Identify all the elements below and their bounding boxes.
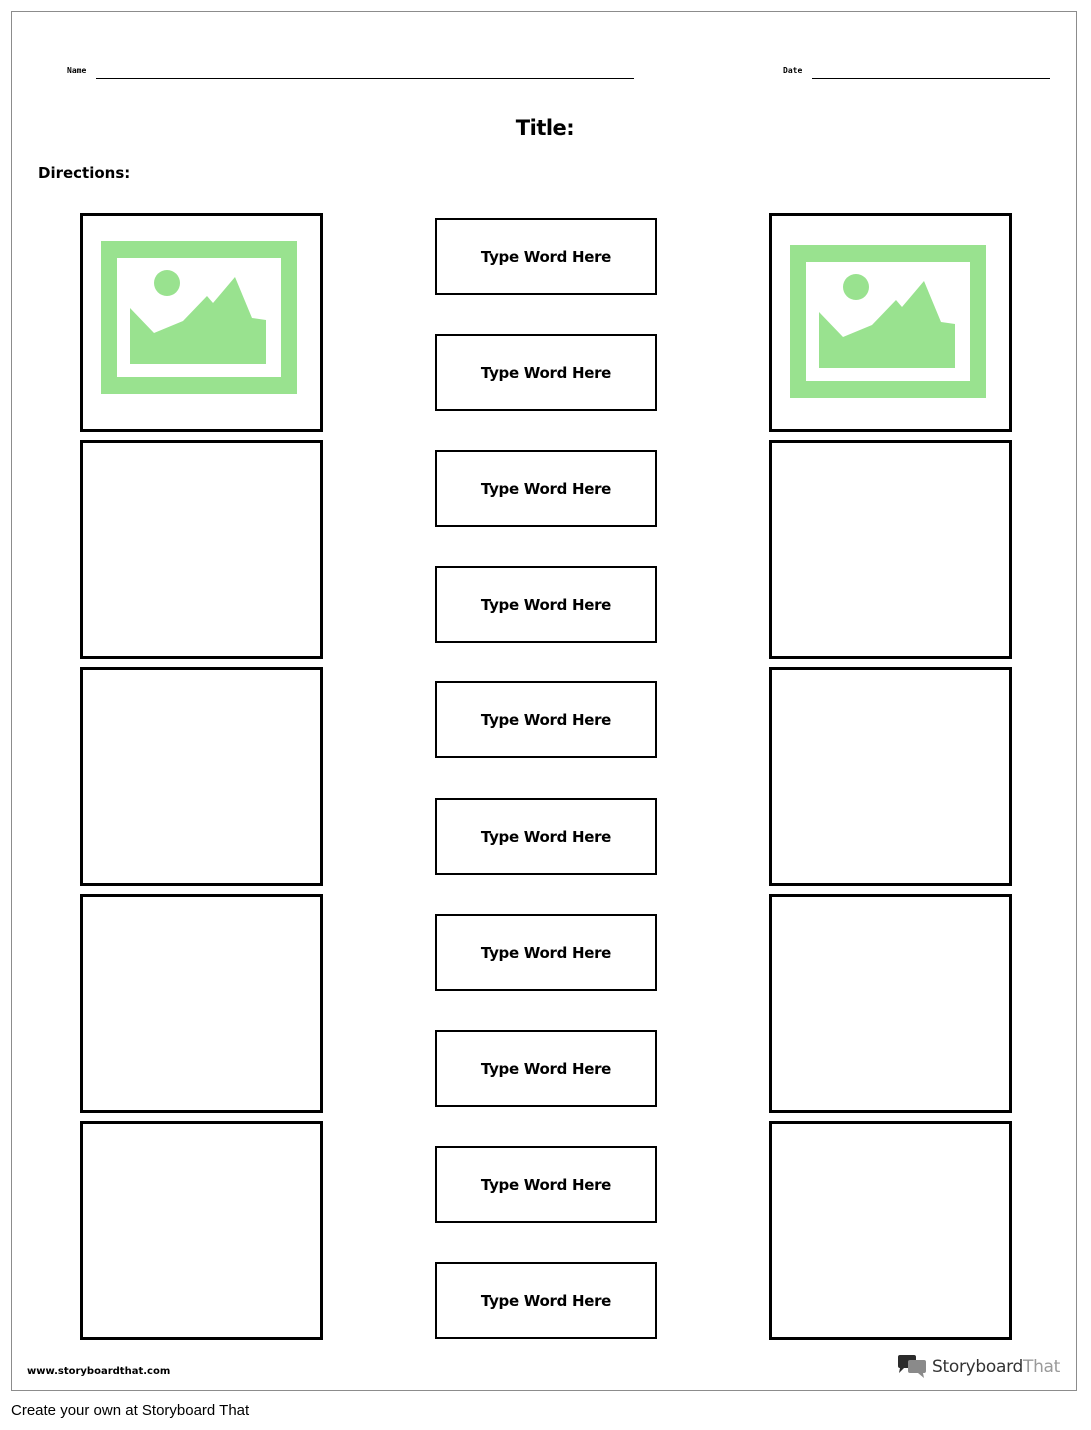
footer-caption[interactable]: Create your own at Storyboard That: [11, 1402, 250, 1419]
date-line[interactable]: [812, 78, 1050, 79]
picture-box-left-3[interactable]: [80, 667, 323, 886]
speech-bubbles-icon: [896, 1354, 928, 1380]
picture-box-left-4[interactable]: [80, 894, 323, 1113]
brand-name-light: That: [1023, 1357, 1061, 1377]
picture-box-right-2[interactable]: [769, 440, 1012, 659]
directions-label: Directions:: [38, 164, 131, 182]
word-box-1[interactable]: Type Word Here: [435, 218, 657, 295]
brand-name-main: Storyboard: [932, 1357, 1023, 1377]
picture-box-right-5[interactable]: [769, 1121, 1012, 1340]
name-line[interactable]: [96, 78, 634, 79]
brand-name: [932, 1357, 1060, 1377]
word-box-2[interactable]: Type Word Here: [435, 334, 657, 411]
image-placeholder-icon: [790, 245, 986, 398]
word-box-8[interactable]: Type Word Here: [435, 1030, 657, 1107]
worksheet-title: Title:: [515, 116, 575, 140]
word-box-7[interactable]: Type Word Here: [435, 914, 657, 991]
word-box-5[interactable]: Type Word Here: [435, 681, 657, 758]
site-url[interactable]: www.storyboardthat.com: [27, 1366, 171, 1377]
picture-box-right-3[interactable]: [769, 667, 1012, 886]
word-box-6[interactable]: Type Word Here: [435, 798, 657, 875]
picture-box-left-5[interactable]: [80, 1121, 323, 1340]
date-label: Date: [783, 66, 803, 75]
name-label: Name: [67, 66, 87, 75]
worksheet: [11, 11, 1077, 1391]
picture-box-right-1[interactable]: [769, 213, 1012, 432]
picture-box-left-1[interactable]: [80, 213, 323, 432]
picture-box-right-4[interactable]: [769, 894, 1012, 1113]
picture-box-left-2[interactable]: [80, 440, 323, 659]
word-box-4[interactable]: Type Word Here: [435, 566, 657, 643]
image-placeholder-icon: [101, 241, 297, 394]
word-box-10[interactable]: Type Word Here: [435, 1262, 657, 1339]
brand-logo[interactable]: [896, 1352, 1071, 1382]
word-box-9[interactable]: Type Word Here: [435, 1146, 657, 1223]
word-box-3[interactable]: Type Word Here: [435, 450, 657, 527]
